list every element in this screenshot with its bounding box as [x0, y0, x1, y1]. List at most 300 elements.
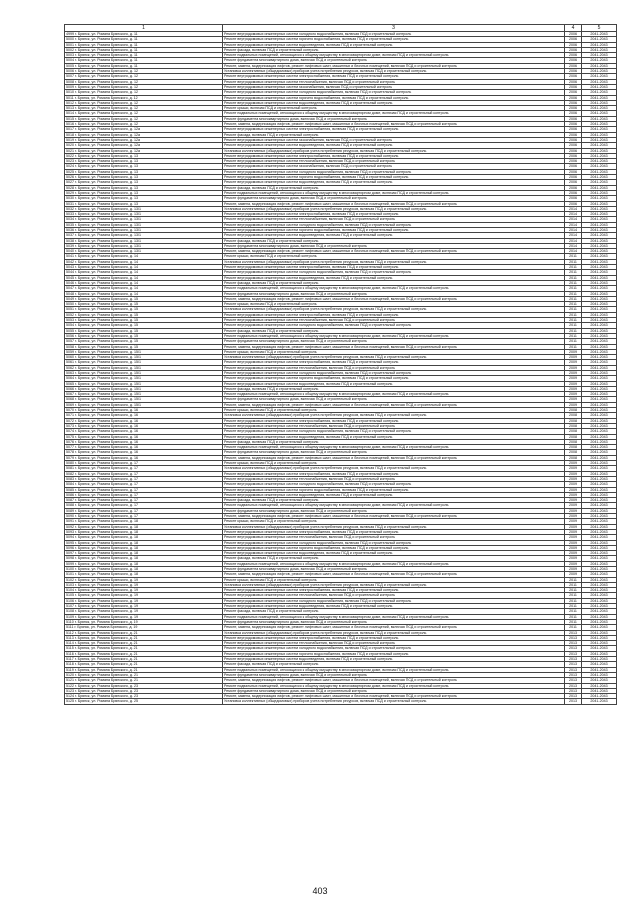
address-cell: 5024 г. Брянск, ул. Романа Брянского, д. 13	[65, 164, 223, 169]
period-cell: 2041-2043	[582, 667, 617, 672]
work-type-cell: Ремонт подвальных помещений, относящихся к общему имуществу в многоквартирном доме, включая ПСД и строительный контроль	[223, 392, 565, 397]
period-cell: 2041-2043	[582, 323, 617, 328]
work-type-cell: Ремонт внутридомовых инженерных систем водоотведения, включая ПСД и строительный контроль	[223, 143, 565, 148]
period-cell: 2041-2043	[582, 471, 617, 476]
period-cell: 2041-2043	[582, 227, 617, 232]
address-cell: 5057 г. Брянск, ул. Романа Брянского, д. 15	[65, 339, 223, 344]
period-cell: 2041-2043	[582, 498, 617, 503]
period-cell: 2041-2043	[582, 116, 617, 121]
work-type-cell: Ремонт внутридомовых инженерных систем теплоснабжения, включая ПСД и строительный контроль	[223, 423, 565, 428]
work-type-cell: Ремонт, замена, модернизация лифтов, ремонт лифтовых шахт, машинных и блочных помещений, включая ПСД и строительный контроль	[223, 678, 565, 683]
year-cell: 2011	[565, 614, 582, 619]
work-type-cell: Ремонт внутридомовых инженерных систем горячего водоснабжения, включая ПСД и строительный контроль	[223, 95, 565, 100]
period-cell: 2041-2043	[582, 259, 617, 264]
work-type-cell: Ремонт внутридомовых инженерных систем холодного водоснабжения, включая ПСД и строительный контроль	[223, 323, 565, 328]
work-type-cell: Ремонт внутридомовых инженерных систем горячего водоснабжения, включая ПСД и строительный контроль	[223, 376, 565, 381]
period-cell: 2041-2043	[582, 408, 617, 413]
year-cell: 2014	[565, 212, 582, 217]
period-cell: 2041-2043	[582, 657, 617, 662]
year-cell: 2011	[565, 323, 582, 328]
address-cell: 5113 г. Брянск, ул. Романа Брянского, д. 21	[65, 635, 223, 640]
year-cell: 2011	[565, 312, 582, 317]
address-cell: 5044 г. Брянск, ул. Романа Брянского, д. 14	[65, 270, 223, 275]
year-cell: 2011	[565, 328, 582, 333]
work-type-cell: Ремонт крыши, включая ПСД и строительный контроль	[223, 461, 565, 466]
work-type-cell: Ремонт внутридомовых инженерных систем горячего водоснабжения, включая ПСД и строительный контроль	[223, 545, 565, 550]
address-cell: 5026 г. Брянск, ул. Романа Брянского, д. 13	[65, 175, 223, 180]
year-cell: 2006	[565, 100, 582, 105]
period-cell: 2041-2043	[582, 646, 617, 651]
period-cell: 2041-2043	[582, 429, 617, 434]
address-cell: 5082 г. Брянск, ул. Романа Брянского, д. 17	[65, 471, 223, 476]
work-type-cell: Ремонт фундамента многоквартирного дома, включая ПСД и строительный контроль	[223, 291, 565, 296]
period-cell: 2041-2043	[582, 201, 617, 206]
work-type-cell: Ремонт подвальных помещений, относящихся к общему имуществу в многоквартирном доме, включая ПСД и строительный контроль	[223, 667, 565, 672]
address-cell: 5110 г. Брянск, ул. Романа Брянского, д. 19	[65, 619, 223, 624]
work-type-cell: Ремонт крыши, включая ПСД и строительный контроль	[223, 408, 565, 413]
work-type-cell: Ремонт внутридомовых инженерных систем теплоснабжения, включая ПСД и строительный контроль	[223, 476, 565, 481]
year-cell: 2009	[565, 365, 582, 370]
year-cell: 2014	[565, 233, 582, 238]
work-type-cell: Ремонт внутридомовых инженерных систем холодного водоснабжения, включая ПСД и строительный контроль	[223, 598, 565, 603]
year-cell: 2006	[565, 137, 582, 142]
work-type-cell: Ремонт внутридомовых инженерных систем холодного водоснабжения, включая ПСД и строительный контроль	[223, 270, 565, 275]
year-cell: 2006	[565, 159, 582, 164]
year-cell: 2009	[565, 556, 582, 561]
period-cell: 2041-2043	[582, 514, 617, 519]
period-cell: 2041-2043	[582, 635, 617, 640]
work-type-cell: Ремонт внутридомовых инженерных систем холодного водоснабжения, включая ПСД и строительный контроль	[223, 540, 565, 545]
address-cell: 5097 г. Брянск, ул. Романа Брянского, д. 18	[65, 551, 223, 556]
address-cell: 5068 г. Брянск, ул. Романа Брянского, д. 15/1	[65, 397, 223, 402]
work-type-cell: Ремонт внутридомовых инженерных систем холодного водоснабжения, включая ПСД и строительный контроль	[223, 429, 565, 434]
period-cell: 2041-2043	[582, 137, 617, 142]
period-cell: 2041-2043	[582, 397, 617, 402]
period-cell: 2041-2043	[582, 58, 617, 63]
work-type-cell: Ремонт крыши, включая ПСД и строительный контроль	[223, 519, 565, 524]
address-cell: 5091 г. Брянск, ул. Романа Брянского, д. 18	[65, 519, 223, 524]
work-type-cell: Ремонт фундамента многоквартирного дома, включая ПСД и строительный контроль	[223, 450, 565, 455]
year-cell: 2009	[565, 540, 582, 545]
work-type-cell: Ремонт внутридомовых инженерных систем электроснабжения, включая ПСД и строительный контроль	[223, 127, 565, 132]
period-cell: 2041-2043	[582, 286, 617, 291]
year-cell: 2006	[565, 58, 582, 63]
work-type-cell: Ремонт внутридомовых инженерных систем электроснабжения, включая ПСД и строительный контроль	[223, 471, 565, 476]
period-cell: 2041-2043	[582, 90, 617, 95]
year-cell: 2014	[565, 217, 582, 222]
work-type-cell: Ремонт, замена, модернизация лифтов, ремонт лифтовых шахт, машинных и блочных помещений, включая ПСД и строительный контроль	[223, 402, 565, 407]
work-type-cell: Ремонт внутридомовых инженерных систем горячего водоснабжения, включая ПСД и строительный контроль	[223, 175, 565, 180]
period-cell: 2041-2043	[582, 106, 617, 111]
address-cell: 5078 г. Брянск, ул. Романа Брянского, д. 16	[65, 450, 223, 455]
year-cell: 2006	[565, 74, 582, 79]
year-cell: 2008	[565, 434, 582, 439]
address-cell: 5095 г. Брянск, ул. Романа Брянского, д. 18	[65, 540, 223, 545]
work-type-cell: Установка коллективных (общедомовых) приборов учета потребления ресурсов, включая ПСД и строительный контроль	[223, 524, 565, 529]
work-type-cell: Ремонт внутридомовых инженерных систем электроснабжения, включая ПСД и строительный контроль	[223, 360, 565, 365]
period-cell: 2041-2043	[582, 524, 617, 529]
work-type-cell: Ремонт фундамента многоквартирного дома, включая ПСД и строительный контроль	[223, 508, 565, 513]
period-cell: 2041-2043	[582, 69, 617, 74]
period-cell: 2041-2043	[582, 678, 617, 683]
year-cell: 2006	[565, 69, 582, 74]
address-cell: 5120 г. Брянск, ул. Романа Брянского, д. 21	[65, 672, 223, 677]
address-cell: 5099 г. Брянск, ул. Романа Брянского, д. 18	[65, 561, 223, 566]
year-cell: 2011	[565, 588, 582, 593]
period-cell: 2041-2043	[582, 588, 617, 593]
year-cell: 2011	[565, 333, 582, 338]
address-cell: 5036 г. Брянск, ул. Романа Брянского, д. 13/1	[65, 227, 223, 232]
address-cell: 5087 г. Брянск, ул. Романа Брянского, д. 17	[65, 498, 223, 503]
address-cell: 5109 г. Брянск, ул. Романа Брянского, д. 19	[65, 614, 223, 619]
table-header-row	[65, 25, 617, 32]
work-type-cell: Ремонт внутридомовых инженерных систем холодного водоснабжения, включая ПСД и строительный контроль	[223, 32, 565, 37]
year-cell: 2013	[565, 672, 582, 677]
address-cell: 5005 г. Брянск, ул. Романа Брянского, д. 11	[65, 63, 223, 68]
period-cell: 2041-2043	[582, 47, 617, 52]
work-type-cell: Ремонт внутридомовых инженерных систем водоотведения, включая ПСД и строительный контроль	[223, 100, 565, 105]
year-cell: 2013	[565, 683, 582, 688]
year-cell: 2009	[565, 397, 582, 402]
period-cell: 2041-2043	[582, 196, 617, 201]
year-cell: 2013	[565, 635, 582, 640]
period-cell: 2041-2043	[582, 386, 617, 391]
year-cell: 2013	[565, 662, 582, 667]
work-type-cell: Установка коллективных (общедомовых) приборов учета потребления ресурсов, включая ПСД и строительный контроль	[223, 307, 565, 312]
work-type-cell: Ремонт внутридомовых инженерных систем водоотведения, включая ПСД и строительный контроль	[223, 180, 565, 185]
year-cell: 2011	[565, 296, 582, 301]
address-cell: 5107 г. Брянск, ул. Романа Брянского, д. 19	[65, 604, 223, 609]
address-cell: 5058 г. Брянск, ул. Романа Брянского, д. 15	[65, 344, 223, 349]
year-cell: 2006	[565, 63, 582, 68]
work-type-cell: Ремонт фасада, включая ПСД и строительный контроль	[223, 280, 565, 285]
period-cell: 2041-2043	[582, 365, 617, 370]
address-cell: 5015 г. Брянск, ул. Романа Брянского, д. 12	[65, 116, 223, 121]
year-cell: 2011	[565, 598, 582, 603]
period-cell: 2041-2043	[582, 275, 617, 280]
period-cell: 2041-2043	[582, 339, 617, 344]
period-cell: 2041-2043	[582, 206, 617, 211]
address-cell: 5089 г. Брянск, ул. Романа Брянского, д. 17	[65, 508, 223, 513]
year-cell: 2014	[565, 249, 582, 254]
work-type-cell: Ремонт, замена, модернизация лифтов, ремонт лифтовых шахт, машинных и блочных помещений, включая ПСД и строительный контроль	[223, 455, 565, 460]
period-cell: 2041-2043	[582, 561, 617, 566]
period-cell: 2041-2043	[582, 159, 617, 164]
address-cell: 5065 г. Брянск, ул. Романа Брянского, д. 15/1	[65, 381, 223, 386]
address-cell: 5081 г. Брянск, ул. Романа Брянского, д. 17	[65, 466, 223, 471]
year-cell: 2011	[565, 582, 582, 587]
period-cell: 2041-2043	[582, 296, 617, 301]
address-cell: 5069 г. Брянск, ул. Романа Брянского, д. 15/1	[65, 402, 223, 407]
address-cell: 5119 г. Брянск, ул. Романа Брянского, д. 21	[65, 667, 223, 672]
period-cell: 2041-2043	[582, 540, 617, 545]
address-cell: 5067 г. Брянск, ул. Романа Брянского, д. 15/1	[65, 392, 223, 397]
period-cell: 2041-2043	[582, 328, 617, 333]
year-cell: 2013	[565, 667, 582, 672]
period-cell: 2041-2043	[582, 455, 617, 460]
address-cell: 5019 г. Брянск, ул. Романа Брянского, д. 12а	[65, 137, 223, 142]
period-cell: 2041-2043	[582, 503, 617, 508]
work-type-cell: Ремонт, замена, модернизация лифтов, ремонт лифтовых шахт, машинных и блочных помещений, включая ПСД и строительный контроль	[223, 249, 565, 254]
work-type-cell: Ремонт внутридомовых инженерных систем водоотведения, включая ПСД и строительный контроль	[223, 275, 565, 280]
address-cell: 5016 г. Брянск, ул. Романа Брянского, д. 12	[65, 122, 223, 127]
year-cell: 2009	[565, 349, 582, 354]
address-cell: 5041 г. Брянск, ул. Романа Брянского, д. 14	[65, 254, 223, 259]
period-cell: 2041-2043	[582, 604, 617, 609]
year-cell: 2006	[565, 185, 582, 190]
year-cell: 2009	[565, 535, 582, 540]
work-type-cell: Установка коллективных (общедомовых) приборов учета потребления ресурсов, включая ПСД и строительный контроль	[223, 630, 565, 635]
year-cell: 2006	[565, 143, 582, 148]
address-cell: 5085 г. Брянск, ул. Романа Брянского, д. 17	[65, 487, 223, 492]
address-cell: 5121 г. Брянск, ул. Романа Брянского, д. 21	[65, 678, 223, 683]
year-cell: 2006	[565, 90, 582, 95]
work-type-cell: Ремонт крыши, включая ПСД и строительный контроль	[223, 106, 565, 111]
address-cell: 5094 г. Брянск, ул. Романа Брянского, д. 18	[65, 535, 223, 540]
year-cell: 2011	[565, 265, 582, 270]
address-cell: 5043 г. Брянск, ул. Романа Брянского, д. 14	[65, 265, 223, 270]
header-col-1: 1	[65, 25, 223, 32]
year-cell: 2009	[565, 529, 582, 534]
address-cell: 5077 г. Брянск, ул. Романа Брянского, д. 16	[65, 445, 223, 450]
period-cell: 2041-2043	[582, 609, 617, 614]
work-type-cell: Ремонт, замена, модернизация лифтов, ремонт лифтовых шахт, машинных и блочных помещений, включая ПСД и строительный контроль	[223, 625, 565, 630]
work-type-cell: Ремонт подвальных помещений, относящихся к общему имуществу в многоквартирном доме, включая ПСД и строительный контроль	[223, 445, 565, 450]
work-type-cell: Ремонт подвальных помещений, относящихся к общему имуществу в многоквартирном доме, включая ПСД и строительный контроль	[223, 614, 565, 619]
address-cell: 5125 г. Брянск, ул. Романа Брянского, д. 25	[65, 699, 223, 704]
year-cell: 2006	[565, 116, 582, 121]
address-cell: 5098 г. Брянск, ул. Романа Брянского, д. 18	[65, 556, 223, 561]
address-cell: 5023 г. Брянск, ул. Романа Брянского, д. 13	[65, 159, 223, 164]
year-cell: 2009	[565, 519, 582, 524]
period-cell: 2041-2043	[582, 212, 617, 217]
work-type-cell: Ремонт внутридомовых инженерных систем электроснабжения, включая ПСД и строительный контроль	[223, 635, 565, 640]
period-cell: 2041-2043	[582, 79, 617, 84]
address-cell: 5011 г. Брянск, ул. Романа Брянского, д. 12	[65, 95, 223, 100]
address-cell: 5027 г. Брянск, ул. Романа Брянского, д. 13	[65, 180, 223, 185]
year-cell: 2011	[565, 286, 582, 291]
period-cell: 2041-2043	[582, 439, 617, 444]
address-cell: 5070 г. Брянск, ул. Романа Брянского, д. 16	[65, 408, 223, 413]
work-type-cell: Ремонт внутридомовых инженерных систем холодного водоснабжения, включая ПСД и строительный контроль	[223, 371, 565, 376]
year-cell: 2009	[565, 572, 582, 577]
work-type-cell: Ремонт внутридомовых инженерных систем теплоснабжения, включая ПСД и строительный контроль	[223, 641, 565, 646]
page-number: 403	[312, 886, 328, 896]
address-cell: 5014 г. Брянск, ул. Романа Брянского, д. 12	[65, 111, 223, 116]
period-cell: 2041-2043	[582, 217, 617, 222]
work-type-cell: Ремонт внутридомовых инженерных систем теплоснабжения, включая ПСД и строительный контроль	[223, 79, 565, 84]
period-cell: 2041-2043	[582, 434, 617, 439]
year-cell: 2006	[565, 169, 582, 174]
period-cell: 2041-2043	[582, 598, 617, 603]
year-cell: 2006	[565, 53, 582, 58]
address-cell: 5062 г. Брянск, ул. Романа Брянского, д. 15/1	[65, 365, 223, 370]
period-cell: 2041-2043	[582, 413, 617, 418]
work-type-cell: Ремонт фундамента многоквартирного дома, включая ПСД и строительный контроль	[223, 672, 565, 677]
address-cell: 5008 г. Брянск, ул. Романа Брянского, д. 12	[65, 79, 223, 84]
work-type-cell: Ремонт фундамента многоквартирного дома, включая ПСД и строительный контроль	[223, 619, 565, 624]
address-cell: 5072 г. Брянск, ул. Романа Брянского, д. 16	[65, 418, 223, 423]
period-cell: 2041-2043	[582, 148, 617, 153]
address-cell: 5038 г. Брянск, ул. Романа Брянского, д. 13/1	[65, 238, 223, 243]
work-type-cell: Ремонт внутридомовых инженерных систем водоотведения, включая ПСД и строительный контроль	[223, 492, 565, 497]
work-type-cell: Ремонт фундамента многоквартирного дома, включая ПСД и строительный контроль	[223, 243, 565, 248]
work-type-cell: Ремонт подвальных помещений, относящихся к общему имуществу в многоквартирном доме, включая ПСД и строительный контроль	[223, 683, 565, 688]
year-cell: 2009	[565, 476, 582, 481]
period-cell: 2041-2043	[582, 683, 617, 688]
period-cell: 2041-2043	[582, 461, 617, 466]
period-cell: 2041-2043	[582, 307, 617, 312]
period-cell: 2041-2043	[582, 566, 617, 571]
work-type-cell: Установка коллективных (общедомовых) приборов учета потребления ресурсов, включая ПСД и строительный контроль	[223, 582, 565, 587]
address-cell: 5061 г. Брянск, ул. Романа Брянского, д. 15/1	[65, 360, 223, 365]
address-cell: 5086 г. Брянск, ул. Романа Брянского, д. 17	[65, 492, 223, 497]
period-cell: 2041-2043	[582, 180, 617, 185]
work-type-cell: Ремонт подвальных помещений, относящихся к общему имуществу в многоквартирном доме, включая ПСД и строительный контроль	[223, 111, 565, 116]
work-type-cell: Ремонт внутридомовых инженерных систем горячего водоснабжения, включая ПСД и строительный контроль	[223, 487, 565, 492]
period-cell: 2041-2043	[582, 111, 617, 116]
work-type-cell: Ремонт подвальных помещений, относящихся к общему имуществу в многоквартирном доме, включая ПСД и строительный контроль	[223, 190, 565, 195]
period-cell: 2041-2043	[582, 127, 617, 132]
year-cell: 2006	[565, 196, 582, 201]
work-type-cell: Ремонт внутридомовых инженерных систем водоотведения, включая ПСД и строительный контроль	[223, 434, 565, 439]
year-cell: 2009	[565, 551, 582, 556]
period-cell: 2041-2043	[582, 688, 617, 693]
year-cell: 2013	[565, 630, 582, 635]
year-cell: 2009	[565, 360, 582, 365]
period-cell: 2041-2043	[582, 143, 617, 148]
address-cell: 5025 г. Брянск, ул. Романа Брянского, д. 13	[65, 169, 223, 174]
address-cell: 5106 г. Брянск, ул. Романа Брянского, д. 19	[65, 598, 223, 603]
work-type-cell: Ремонт внутридомовых инженерных систем водоотведения, включая ПСД и строительный контроль	[223, 381, 565, 386]
work-type-cell: Ремонт подвальных помещений, относящихся к общему имуществу в многоквартирном доме, включая ПСД и строительный контроль	[223, 561, 565, 566]
period-cell: 2041-2043	[582, 450, 617, 455]
year-cell: 2008	[565, 439, 582, 444]
period-cell: 2041-2043	[582, 535, 617, 540]
work-type-cell: Ремонт внутридомовых инженерных систем водоотведения, включая ПСД и строительный контроль	[223, 551, 565, 556]
year-cell: 2014	[565, 206, 582, 211]
work-type-cell: Ремонт внутридомовых инженерных систем электроснабжения, включая ПСД и строительный контроль	[223, 312, 565, 317]
work-type-cell: Ремонт, замена, модернизация лифтов, ремонт лифтовых шахт, машинных и блочных помещений, включая ПСД и строительный контроль	[223, 344, 565, 349]
work-type-cell: Ремонт внутридомовых инженерных систем газоснабжения, включая ПСД и строительный контроль	[223, 137, 565, 142]
work-type-cell: Установка коллективных (общедомовых) приборов учета потребления ресурсов, включая ПСД и строительный контроль	[223, 206, 565, 211]
year-cell: 2011	[565, 270, 582, 275]
period-cell: 2041-2043	[582, 233, 617, 238]
work-type-cell: Ремонт, замена, модернизация лифтов, ремонт лифтовых шахт, машинных и блочных помещений, включая ПСД и строительный контроль	[223, 201, 565, 206]
work-type-cell: Ремонт подвальных помещений, относящихся к общему имуществу в многоквартирном доме, включая ПСД и строительный контроль	[223, 53, 565, 58]
work-type-cell: Ремонт внутридомовых инженерных систем электроснабжения, включая ПСД и строительный контроль	[223, 153, 565, 158]
year-cell: 2011	[565, 577, 582, 582]
address-cell: 5017 г. Брянск, ул. Романа Брянского, д. 12а	[65, 127, 223, 132]
period-cell: 2041-2043	[582, 312, 617, 317]
address-cell: 5021 г. Брянск, ул. Романа Брянского, д. 12а	[65, 148, 223, 153]
period-cell: 2041-2043	[582, 238, 617, 243]
address-cell: 5035 г. Брянск, ул. Романа Брянского, д. 13/1	[65, 222, 223, 227]
year-cell: 2008	[565, 450, 582, 455]
period-cell: 2041-2043	[582, 95, 617, 100]
address-cell: 5102 г. Брянск, ул. Романа Брянского, д. 19	[65, 577, 223, 582]
year-cell: 2011	[565, 619, 582, 624]
period-cell: 2041-2043	[582, 270, 617, 275]
period-cell: 2041-2043	[582, 280, 617, 285]
address-cell: 5045 г. Брянск, ул. Романа Брянского, д. 14	[65, 275, 223, 280]
address-cell: 5001 г. Брянск, ул. Романа Брянского, д. 11	[65, 42, 223, 47]
work-type-cell: Ремонт внутридомовых инженерных систем холодного водоснабжения, включая ПСД и строительный контроль	[223, 646, 565, 651]
period-cell: 2041-2043	[582, 32, 617, 37]
year-cell: 2009	[565, 381, 582, 386]
period-cell: 2041-2043	[582, 265, 617, 270]
year-cell: 2006	[565, 47, 582, 52]
year-cell: 2006	[565, 106, 582, 111]
address-cell: 5103 г. Брянск, ул. Романа Брянского, д. 19	[65, 582, 223, 587]
address-cell: 5073 г. Брянск, ул. Романа Брянского, д. 16	[65, 423, 223, 428]
address-cell: 5088 г. Брянск, ул. Романа Брянского, д. 17	[65, 503, 223, 508]
period-cell: 2041-2043	[582, 402, 617, 407]
work-type-cell: Ремонт фундамента многоквартирного дома, включая ПСД и строительный контроль	[223, 116, 565, 121]
address-cell: 5080 г. Брянск, ул. Романа Брянского, д. 17	[65, 461, 223, 466]
year-cell: 2006	[565, 153, 582, 158]
year-cell: 2006	[565, 132, 582, 137]
work-type-cell: Ремонт внутридомовых инженерных систем холодного водоснабжения, включая ПСД и строительный контроль	[223, 482, 565, 487]
address-cell: 5071 г. Брянск, ул. Романа Брянского, д. 16	[65, 413, 223, 418]
work-type-cell: Ремонт, замена, модернизация лифтов, ремонт лифтовых шахт, машинных и блочных помещений, включая ПСД и строительный контроль	[223, 296, 565, 301]
year-cell: 2006	[565, 175, 582, 180]
year-cell: 2009	[565, 466, 582, 471]
period-cell: 2041-2043	[582, 53, 617, 58]
period-cell: 2041-2043	[582, 63, 617, 68]
address-cell: 5029 г. Брянск, ул. Романа Брянского, д. 13	[65, 190, 223, 195]
header-col-5: 5	[582, 25, 617, 32]
capital-repair-table	[64, 24, 617, 705]
header-col-4: 4	[565, 25, 582, 32]
period-cell: 2041-2043	[582, 699, 617, 704]
period-cell: 2041-2043	[582, 190, 617, 195]
work-type-cell: Ремонт внутридомовых инженерных систем горячего водоснабжения, включая ПСД и строительный контроль	[223, 651, 565, 656]
address-cell: 5037 г. Брянск, ул. Романа Брянского, д. 13/1	[65, 233, 223, 238]
work-type-cell: Установка коллективных (общедомовых) приборов учета потребления ресурсов, включая ПСД и строительный контроль	[223, 413, 565, 418]
work-type-cell: Ремонт внутридомовых инженерных систем электроснабжения, включая ПСД и строительный контроль	[223, 418, 565, 423]
address-cell: 5056 г. Брянск, ул. Романа Брянского, д. 15	[65, 333, 223, 338]
year-cell: 2008	[565, 429, 582, 434]
work-type-cell: Ремонт внутридомовых инженерных систем горячего водоснабжения, включая ПСД и строительный контроль	[223, 227, 565, 232]
address-cell: 5122 г. Брянск, ул. Романа Брянского, д. 23	[65, 683, 223, 688]
period-cell: 2041-2043	[582, 508, 617, 513]
address-cell: 5033 г. Брянск, ул. Романа Брянского, д. 13/1	[65, 212, 223, 217]
year-cell: 2008	[565, 413, 582, 418]
work-type-cell: Ремонт внутридомовых инженерных систем электроснабжения, включая ПСД и строительный контроль	[223, 265, 565, 270]
address-cell: 5096 г. Брянск, ул. Романа Брянского, д. 18	[65, 545, 223, 550]
address-cell: 5101 г. Брянск, ул. Романа Брянского, д. 18	[65, 572, 223, 577]
year-cell: 2011	[565, 593, 582, 598]
work-type-cell: Ремонт фасада, включая ПСД и строительный контроль	[223, 609, 565, 614]
address-cell: 5018 г. Брянск, ул. Романа Брянского, д. 12а	[65, 132, 223, 137]
work-type-cell: Ремонт внутридомовых инженерных систем газоснабжения, включая ПСД и строительный контроль	[223, 84, 565, 89]
period-cell: 2041-2043	[582, 577, 617, 582]
year-cell: 2013	[565, 678, 582, 683]
address-cell: 5105 г. Брянск, ул. Романа Брянского, д. 19	[65, 593, 223, 598]
period-cell: 2041-2043	[582, 392, 617, 397]
year-cell: 2006	[565, 122, 582, 127]
period-cell: 2041-2043	[582, 344, 617, 349]
work-type-cell: Ремонт крыши, включая ПСД и строительный контроль	[223, 349, 565, 354]
work-type-cell: Ремонт фундамента многоквартирного дома, включая ПСД и строительный контроль	[223, 196, 565, 201]
year-cell: 2009	[565, 503, 582, 508]
work-type-cell: Ремонт внутридомовых инженерных систем теплоснабжения, включая ПСД и строительный контроль	[223, 593, 565, 598]
header-col-3: 3	[223, 25, 565, 32]
work-type-cell: Ремонт фасада, включая ПСД и строительный контроль	[223, 386, 565, 391]
year-cell: 2013	[565, 699, 582, 704]
period-cell: 2041-2043	[582, 423, 617, 428]
